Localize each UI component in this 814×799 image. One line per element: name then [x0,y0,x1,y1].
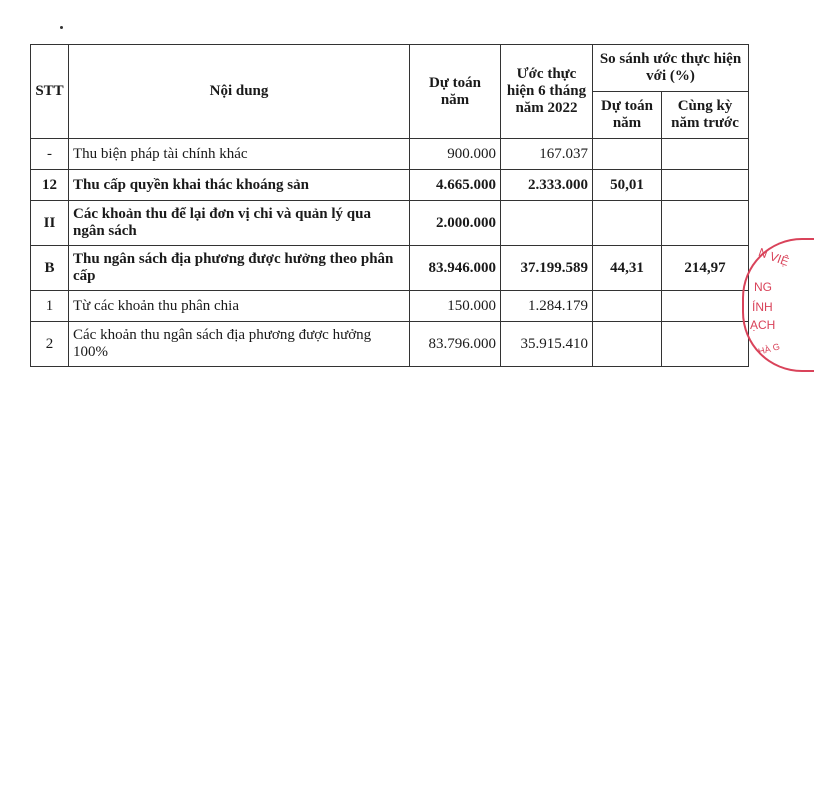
row-budget: 83.946.000 [410,246,501,291]
row-pct-prev [662,139,749,170]
row-stt: 1 [31,291,69,322]
row-estimate: 167.037 [501,139,593,170]
row-pct-budget: 44,31 [593,246,662,291]
row-content: Các khoản thu để lại đơn vị chi và quản lý qua ngân sách [69,201,410,246]
table-row [31,291,749,322]
row-budget: 150.000 [410,291,501,322]
row-content: Từ các khoản thu phân chia [69,291,410,322]
row-pct-budget [593,201,662,246]
stamp-text: NG [754,280,772,294]
stamp-text: N VIỆ [756,245,791,269]
row-estimate [501,201,593,246]
row-pct-prev: 214,97 [662,246,749,291]
table-row [31,170,749,201]
stamp-text: HÀ G [757,341,781,357]
row-content: Thu biện pháp tài chính khác [69,139,410,170]
row-estimate: 37.199.589 [501,246,593,291]
row-stt: B [31,246,69,291]
row-budget: 83.796.000 [410,322,501,367]
row-stt: II [31,201,69,246]
row-stt: 12 [31,170,69,201]
row-estimate: 2.333.000 [501,170,593,201]
table-row [31,246,749,291]
row-budget: 900.000 [410,139,501,170]
header-compare-prev: Cùng kỳ năm trước [662,92,749,139]
header-compare-budget: Dự toán năm [593,92,662,139]
row-content: Các khoản thu ngân sách địa phương được hưởng 100% [69,322,410,367]
row-pct-prev [662,170,749,201]
header-content: Nội dung [69,45,410,139]
row-stt: 2 [31,322,69,367]
row-pct-prev [662,322,749,367]
row-pct-budget: 50,01 [593,170,662,201]
row-budget: 2.000.000 [410,201,501,246]
row-stt: - [31,139,69,170]
table-row [31,201,749,246]
row-pct-budget [593,291,662,322]
row-estimate: 1.284.179 [501,291,593,322]
row-budget: 4.665.000 [410,170,501,201]
row-pct-prev [662,201,749,246]
header-stt: STT [31,45,69,139]
header-estimate: Ước thực hiện 6 tháng năm 2022 [501,45,593,139]
red-seal-stamp [742,238,814,372]
page-mark [60,26,63,29]
stamp-text: ẠCH [750,318,776,332]
row-pct-budget [593,322,662,367]
row-content: Thu cấp quyền khai thác khoáng sản [69,170,410,201]
stamp-text: ÍNH [752,300,773,314]
header-compare: So sánh ước thực hiện với (%) [593,45,749,92]
budget-table [30,44,749,367]
row-content: Thu ngân sách địa phương được hưởng theo phân cấp [69,246,410,291]
header-budget: Dự toán năm [410,45,501,139]
row-pct-budget [593,139,662,170]
row-pct-prev [662,291,749,322]
table-row [31,139,749,170]
row-estimate: 35.915.410 [501,322,593,367]
table-row [31,322,749,367]
